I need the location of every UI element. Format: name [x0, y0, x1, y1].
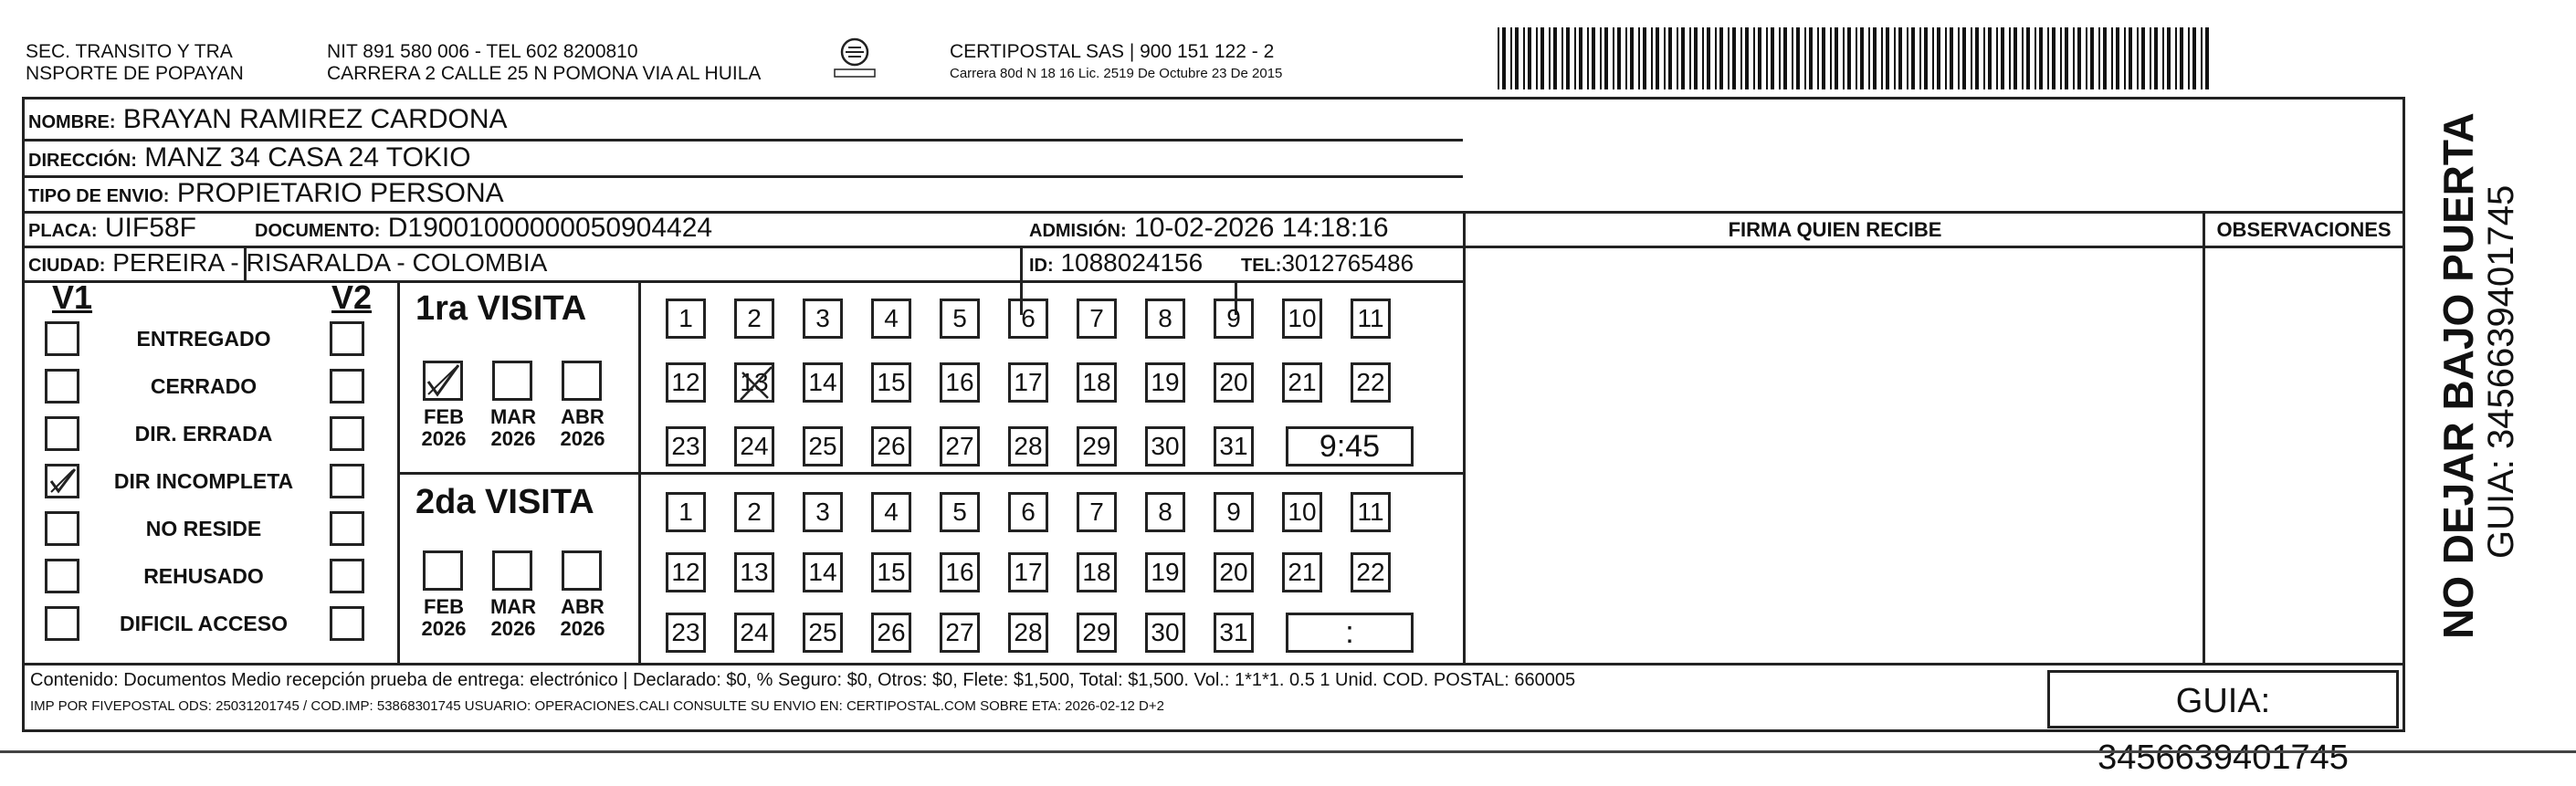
- barcode-bar: [1898, 27, 1902, 89]
- placa-label: PLACA:: [28, 221, 98, 241]
- barcode-bar: [1996, 27, 1998, 89]
- barcode-bar: [1510, 27, 1512, 89]
- day-box[interactable]: 25: [803, 613, 843, 653]
- barcode-bar: [2150, 27, 2151, 89]
- barcode-bar: [1758, 27, 1761, 89]
- day-box[interactable]: 24: [734, 426, 774, 466]
- month-checkbox[interactable]: [423, 361, 463, 401]
- admision-cell: [1029, 213, 1389, 246]
- courier-name: CERTIPOSTAL SAS | 900 151 122 - 2: [950, 41, 1275, 62]
- barcode-bar: [1694, 27, 1698, 89]
- v2-checkbox[interactable]: [330, 606, 364, 641]
- barcode-bar: [1630, 27, 1634, 89]
- day-box[interactable]: 3: [803, 299, 843, 339]
- day-box[interactable]: 15: [871, 362, 911, 403]
- barcode-bar: [1958, 27, 1960, 89]
- barcode-bar: [1809, 27, 1813, 89]
- time-field[interactable]: 9:45: [1286, 426, 1414, 466]
- barcode-bar: [1771, 27, 1774, 89]
- day-box[interactable]: 20: [1214, 552, 1254, 592]
- month-checkbox[interactable]: [562, 550, 602, 591]
- barcode-bar: [2192, 27, 2196, 89]
- guia-number: GUIA: 3456639401745: [2047, 670, 2399, 728]
- barcode-bar: [1587, 27, 1589, 89]
- tel-label: TEL:: [1241, 256, 1282, 276]
- barcode-bar: [1843, 27, 1845, 89]
- barcode-bar: [1907, 27, 1908, 89]
- month-checkbox[interactable]: [492, 361, 532, 401]
- barcode-bar: [1638, 27, 1640, 89]
- barcode-bar: [1740, 27, 1742, 89]
- barcode-bar: [1766, 27, 1768, 89]
- day-box[interactable]: 26: [871, 613, 911, 653]
- barcode-bar: [1715, 27, 1717, 89]
- barcode-bar: [1932, 27, 1934, 89]
- status-option-label: REHUSADO: [143, 564, 264, 588]
- day-box[interactable]: 3: [803, 492, 843, 532]
- day-box[interactable]: 9: [1214, 492, 1254, 532]
- courier-license: Carrera 80d N 18 16 Lic. 2519 De Octubre 23 De 2015: [950, 66, 1283, 81]
- barcode-bar: [2141, 27, 2145, 89]
- barcode-bar: [1528, 27, 1531, 89]
- barcode-bar: [1561, 27, 1563, 89]
- day-box[interactable]: 5: [940, 299, 980, 339]
- barcode-bar: [1745, 27, 1749, 89]
- barcode-bar: [1971, 27, 1972, 89]
- barcode-bar: [1732, 27, 1736, 89]
- barcode-bar: [1988, 27, 1992, 89]
- tipo-label: TIPO DE ENVIO:: [28, 186, 170, 206]
- id-cell: [1029, 247, 1203, 281]
- barcode-bar: [1664, 27, 1666, 89]
- barcode-bar: [1847, 27, 1851, 89]
- barcode-bar: [1549, 27, 1551, 89]
- status-option-label: CERRADO: [150, 374, 258, 398]
- barcode-bar: [2188, 27, 2190, 89]
- status-option-label: ENTREGADO: [136, 327, 271, 351]
- day-box[interactable]: 16: [940, 362, 980, 403]
- barcode-bar: [1677, 27, 1678, 89]
- day-box[interactable]: 2: [734, 299, 774, 339]
- barcode-bar: [1792, 27, 1793, 89]
- barcode-bar: [2009, 27, 2011, 89]
- barcode-bar: [2180, 27, 2183, 89]
- barcode-bar: [1886, 27, 1889, 89]
- day-box[interactable]: 27: [940, 613, 980, 653]
- barcode-bar: [2137, 27, 2139, 89]
- documento-cell: [255, 213, 712, 246]
- barcode-bar: [2001, 27, 2004, 89]
- signature-area[interactable]: [1467, 247, 2200, 660]
- day-box[interactable]: 1: [666, 492, 706, 532]
- day-box[interactable]: 14: [803, 552, 843, 592]
- day-box[interactable]: 30: [1145, 426, 1185, 466]
- barcode-bar: [1613, 27, 1614, 89]
- barcode-bar: [1579, 27, 1582, 89]
- tel-value: 3012765486: [1281, 249, 1414, 277]
- barcode-bar: [2022, 27, 2024, 89]
- v1-checkbox[interactable]: [45, 321, 79, 356]
- month-label: MAR 2026: [489, 405, 537, 450]
- month-label: MAR 2026: [489, 595, 537, 640]
- day-box[interactable]: 22: [1351, 552, 1391, 592]
- barcode-bar: [1592, 27, 1595, 89]
- day-box[interactable]: 7: [1077, 492, 1117, 532]
- barcode-bar: [1643, 27, 1646, 89]
- barcode-bar: [2124, 27, 2126, 89]
- v1-checkbox[interactable]: [45, 606, 79, 641]
- v2-checkbox[interactable]: [330, 369, 364, 403]
- day-box[interactable]: 14: [803, 362, 843, 403]
- barcode-bar: [1911, 27, 1915, 89]
- month-checkbox[interactable]: [423, 550, 463, 591]
- day-box[interactable]: 17: [1008, 362, 1048, 403]
- warning-text: NO DEJAR BAJO PUERTA: [2434, 112, 2482, 639]
- barcode-bar: [2086, 27, 2087, 89]
- day-box[interactable]: 8: [1145, 299, 1185, 339]
- month-label: FEB 2026: [421, 405, 467, 450]
- barcode-bar: [1830, 27, 1832, 89]
- month-checkbox[interactable]: [562, 361, 602, 401]
- barcode-bar: [1753, 27, 1755, 89]
- barcode-bar: [2073, 27, 2075, 89]
- day-box[interactable]: 21: [1282, 552, 1322, 592]
- day-box[interactable]: 11: [1351, 299, 1391, 339]
- tipo-row: [28, 178, 504, 212]
- day-box[interactable]: 31: [1214, 426, 1254, 466]
- day-box[interactable]: 28: [1008, 426, 1048, 466]
- barcode-bar: [1574, 27, 1576, 89]
- barcode-bar: [1950, 27, 1953, 89]
- direccion-row: [28, 142, 471, 176]
- nombre-label: NOMBRE:: [28, 112, 116, 132]
- placa-value: UIF58F: [104, 213, 196, 243]
- sender-line-1: SEC. TRANSITO Y TRA: [26, 41, 233, 62]
- barcode-bar: [1719, 27, 1723, 89]
- visit2-title: 2da VISITA: [415, 483, 594, 521]
- month-checkbox[interactable]: [492, 550, 532, 591]
- month-label: ABR 2026: [560, 405, 605, 450]
- barcode: [1498, 27, 2210, 89]
- day-box[interactable]: 23: [666, 613, 706, 653]
- barcode-bar: [2052, 27, 2056, 89]
- barcode-bar: [1835, 27, 1838, 89]
- side-guia: GUIA: 3456639401745: [2481, 184, 2521, 559]
- day-box[interactable]: 2: [734, 492, 774, 532]
- barcode-bar: [1553, 27, 1557, 89]
- day-box[interactable]: 19: [1145, 362, 1185, 403]
- sender-nit: NIT 891 580 006 - TEL 602 8200810: [327, 41, 638, 62]
- day-box[interactable]: 6: [1008, 299, 1048, 339]
- barcode-bar: [1523, 27, 1525, 89]
- admision-value: 10-02-2026 14:18:16: [1134, 213, 1389, 243]
- day-box[interactable]: 21: [1282, 362, 1322, 403]
- day-box[interactable]: 22: [1351, 362, 1391, 403]
- day-box[interactable]: 4: [871, 492, 911, 532]
- barcode-bar: [1651, 27, 1653, 89]
- barcode-bar: [2060, 27, 2062, 89]
- day-box[interactable]: 20: [1214, 362, 1254, 403]
- barcode-bar: [1566, 27, 1570, 89]
- direccion-value: MANZ 34 CASA 24 TOKIO: [144, 142, 471, 173]
- day-box[interactable]: 29: [1077, 613, 1117, 653]
- barcode-bar: [1975, 27, 1979, 89]
- barcode-bar: [2098, 27, 2100, 89]
- footer-line-1: Contenido: Documentos Medio recepción prueba de entrega: electrónico | Declarado: $0, % Seguro: $0, Otros: $0, Flete: $1,500, Total: $1,500. Vol.: 1*1*1. 0.5 1 Unid. COD. POSTAL: 660005: [30, 670, 1576, 690]
- status-option-label: DIR INCOMPLETA: [113, 469, 294, 493]
- day-box[interactable]: 28: [1008, 613, 1048, 653]
- day-box[interactable]: 17: [1008, 552, 1048, 592]
- day-box[interactable]: 26: [871, 426, 911, 466]
- day-box[interactable]: 12: [666, 552, 706, 592]
- barcode-bar: [1873, 27, 1877, 89]
- barcode-bar: [1962, 27, 1966, 89]
- barcode-bar: [1881, 27, 1883, 89]
- day-box[interactable]: 8: [1145, 492, 1185, 532]
- id-label: ID:: [1029, 256, 1054, 276]
- placa-cell: [28, 213, 196, 246]
- day-box[interactable]: 6: [1008, 492, 1048, 532]
- barcode-bar: [2201, 27, 2203, 89]
- barcode-bar: [2154, 27, 2158, 89]
- barcode-bar: [2047, 27, 2049, 89]
- day-box[interactable]: 15: [871, 552, 911, 592]
- v2-checkbox[interactable]: [330, 464, 364, 498]
- barcode-bar: [2167, 27, 2171, 89]
- barcode-bar: [1600, 27, 1602, 89]
- barcode-bar: [1868, 27, 1870, 89]
- day-box[interactable]: 9: [1214, 299, 1254, 339]
- direccion-label: DIRECCIÓN:: [28, 151, 137, 171]
- day-box[interactable]: 18: [1077, 552, 1117, 592]
- barcode-bar: [1983, 27, 1985, 89]
- visit1-title: 1ra VISITA: [415, 289, 587, 328]
- barcode-bar: [1668, 27, 1672, 89]
- barcode-bar: [1919, 27, 1921, 89]
- day-box[interactable]: 27: [940, 426, 980, 466]
- barcode-bar: [1656, 27, 1659, 89]
- status-option-label: DIFICIL ACCESO: [119, 612, 288, 635]
- barcode-bar: [2205, 27, 2209, 89]
- day-box[interactable]: 19: [1145, 552, 1185, 592]
- barcode-bar: [2116, 27, 2119, 89]
- barcode-bar: [1689, 27, 1691, 89]
- admision-label: ADMISIÓN:: [1029, 221, 1127, 241]
- barcode-bar: [2175, 27, 2177, 89]
- day-box[interactable]: 10: [1282, 299, 1322, 339]
- barcode-bar: [1625, 27, 1627, 89]
- day-box[interactable]: 16: [940, 552, 980, 592]
- nombre-row: [28, 104, 508, 138]
- barcode-bar: [2162, 27, 2164, 89]
- day-box[interactable]: 30: [1145, 613, 1185, 653]
- barcode-bar: [1856, 27, 1857, 89]
- ciudad-label: CIUDAD:: [28, 256, 106, 276]
- month-label: ABR 2026: [560, 595, 605, 640]
- status-option-label: NO RESIDE: [145, 517, 262, 540]
- barcode-bar: [2026, 27, 2030, 89]
- documento-value: D19001000000050904424: [387, 213, 713, 243]
- sender-address: CARRERA 2 CALLE 25 N POMONA VIA AL HUILA: [327, 63, 762, 84]
- barcode-bar: [2039, 27, 2043, 89]
- barcode-bar: [1515, 27, 1519, 89]
- barcode-bar: [1707, 27, 1710, 89]
- id-value: 1088024156: [1060, 248, 1204, 277]
- barcode-bar: [1804, 27, 1806, 89]
- v2-checkbox[interactable]: [330, 321, 364, 356]
- barcode-bar: [2065, 27, 2068, 89]
- v1-header: V1: [52, 278, 93, 316]
- barcode-bar: [1702, 27, 1704, 89]
- barcode-bar: [1796, 27, 1800, 89]
- barcode-bar: [2129, 27, 2132, 89]
- day-box[interactable]: 31: [1214, 613, 1254, 653]
- v1-checkbox[interactable]: [45, 416, 79, 451]
- footer-line-2: IMP POR FIVEPOSTAL ODS: 25031201745 / COD.IMP: 53868301745 USUARIO: OPERACIONES.CALI CONSULTE SU ENVIO EN: CERTIPOSTAL.COM SOBRE ETA: 2026-02-12 D+2: [30, 698, 1164, 714]
- barcode-bar: [1783, 27, 1787, 89]
- day-box[interactable]: 11: [1351, 492, 1391, 532]
- documento-label: DOCUMENTO:: [255, 221, 381, 241]
- day-box[interactable]: 24: [734, 613, 774, 653]
- barcode-bar: [1817, 27, 1819, 89]
- tipo-value: PROPIETARIO PERSONA: [176, 178, 504, 208]
- barcode-bar: [1937, 27, 1940, 89]
- barcode-bar: [1536, 27, 1538, 89]
- observaciones-header: OBSERVACIONES: [2216, 218, 2392, 241]
- day-box[interactable]: 29: [1077, 426, 1117, 466]
- day-box[interactable]: 12: [666, 362, 706, 403]
- observations-area[interactable]: [2207, 247, 2401, 660]
- v2-checkbox[interactable]: [330, 511, 364, 546]
- v2-header: V2: [331, 278, 373, 316]
- day-box[interactable]: 25: [803, 426, 843, 466]
- barcode-bar: [1617, 27, 1621, 89]
- certipostal-logo: [831, 37, 878, 80]
- barcode-bar: [1540, 27, 1544, 89]
- barcode-bar: [1945, 27, 1947, 89]
- day-box[interactable]: 13: [734, 552, 774, 592]
- day-box[interactable]: 18: [1077, 362, 1117, 403]
- month-label: FEB 2026: [421, 595, 467, 640]
- status-option-label: DIR. ERRADA: [134, 422, 273, 445]
- barcode-bar: [1822, 27, 1825, 89]
- barcode-bar: [1728, 27, 1730, 89]
- v2-checkbox[interactable]: [330, 416, 364, 451]
- nombre-value: BRAYAN RAMIREZ CARDONA: [122, 104, 508, 134]
- guide-card: [22, 97, 2405, 777]
- barcode-bar: [2013, 27, 2017, 89]
- day-box[interactable]: 10: [1282, 492, 1322, 532]
- barcode-bar: [1502, 27, 1506, 89]
- barcode-bar: [2077, 27, 2081, 89]
- day-box[interactable]: 7: [1077, 299, 1117, 339]
- barcode-bar: [2090, 27, 2094, 89]
- v1-checkbox[interactable]: [45, 511, 79, 546]
- v1-checkbox[interactable]: [45, 464, 79, 498]
- sender-line-2: NSPORTE DE POPAYAN: [26, 63, 244, 84]
- barcode-bar: [2111, 27, 2113, 89]
- barcode-bar: [1894, 27, 1896, 89]
- day-box[interactable]: 4: [871, 299, 911, 339]
- v1-checkbox[interactable]: [45, 559, 79, 593]
- firma-header: FIRMA QUIEN RECIBE: [1728, 218, 1942, 241]
- v2-checkbox[interactable]: [330, 559, 364, 593]
- barcode-bar: [1924, 27, 1928, 89]
- barcode-bar: [1498, 27, 1499, 89]
- day-box[interactable]: 1: [666, 299, 706, 339]
- day-box[interactable]: 23: [666, 426, 706, 466]
- ciudad-cell: [28, 247, 547, 281]
- barcode-bar: [1604, 27, 1608, 89]
- ciudad-value: PEREIRA - RISARALDA - COLOMBIA: [112, 248, 548, 277]
- day-box[interactable]: 5: [940, 492, 980, 532]
- barcode-bar: [1681, 27, 1685, 89]
- barcode-bar: [2035, 27, 2036, 89]
- day-box[interactable]: 13: [734, 362, 774, 403]
- time-field[interactable]: :: [1286, 613, 1414, 653]
- barcode-bar: [1779, 27, 1781, 89]
- tel-cell: [1241, 247, 1414, 281]
- v1-checkbox[interactable]: [45, 369, 79, 403]
- page-edge: [0, 750, 2576, 753]
- barcode-bar: [1860, 27, 1864, 89]
- barcode-bar: [2103, 27, 2107, 89]
